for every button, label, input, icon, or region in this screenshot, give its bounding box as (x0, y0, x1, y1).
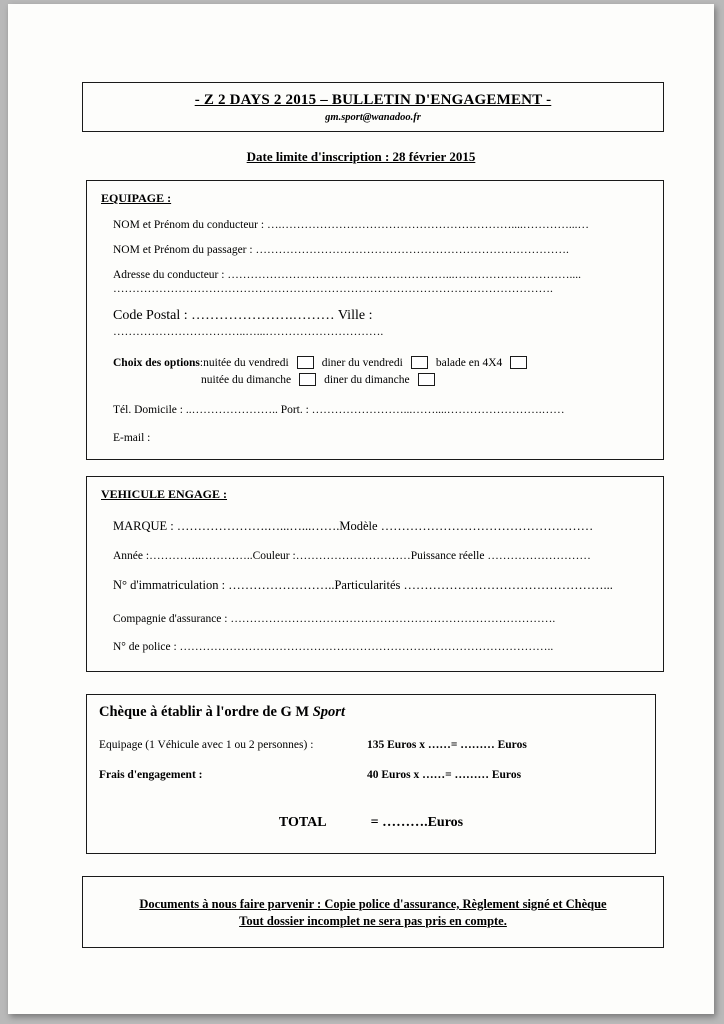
page-title: - Z 2 DAYS 2 2015 – BULLETIN D'ENGAGEMENT - (194, 92, 552, 108)
option-label-friday-dinner: diner du vendredi (321, 356, 403, 369)
email-field[interactable]: E-mail : (113, 432, 151, 444)
option-checkbox-sunday-dinner[interactable] (418, 373, 435, 386)
vehicle-brand-model-field[interactable]: MARQUE : ………………….…...…...…….Modèle …………………………………………… (113, 519, 594, 533)
fee-row-crew (99, 739, 655, 751)
document-page (8, 4, 714, 1014)
postal-code-city-field[interactable]: Code Postal : ………………….……… Ville : (113, 308, 373, 323)
crew-section (86, 180, 664, 460)
phone-field[interactable]: Tél. Domicile : ..………………….. Port. : ……………………...……....…………………….…… (113, 404, 565, 416)
passenger-name-field[interactable]: NOM et Prénom du passager : ………………………………………………………………………. (113, 244, 569, 256)
options-label: Choix des options (113, 356, 200, 369)
driver-address-field-line2[interactable]: ……………………………………………………………………………………………………. (113, 283, 553, 295)
cheque-order-brand: Sport (312, 704, 345, 720)
city-field-line2[interactable]: ……………………………..…...…………………………. (113, 326, 384, 338)
footer-notice (82, 876, 664, 948)
total-row (87, 815, 655, 831)
option-checkbox-friday-dinner[interactable] (411, 356, 428, 369)
fee-label-entry (99, 769, 367, 781)
contact-email: gm.sport@wanadoo.fr (325, 112, 421, 123)
cheque-order-title (99, 704, 655, 721)
policy-number-field[interactable]: N° de police : …………………………………………………………………………………….. (113, 641, 554, 653)
insurance-company-field[interactable]: Compagnie d'assurance : …………………………………………………………………………. (113, 613, 556, 625)
crew-section-title: EQUIPAGE : (101, 191, 172, 205)
fee-amount-crew[interactable]: 135 Euros x ……= ……… Euros (367, 739, 527, 751)
total-label: TOTAL (278, 815, 327, 830)
options-group (113, 354, 663, 388)
vehicle-section-title: VEHICULE ENGAGE : (101, 487, 228, 501)
option-checkbox-4x4-ride[interactable] (510, 356, 527, 369)
footer-notice-line1: Documents à nous faire parvenir : Copie police d'assurance, Règlement signé et Chèque (139, 897, 607, 911)
fee-label-crew: Equipage (1 Véhicule avec 1 ou 2 personnes) : (99, 739, 314, 751)
title-box (82, 82, 664, 132)
fee-label-entry-text: Frais d'engagement : (99, 769, 203, 781)
vehicle-year-color-power-field[interactable]: Année :…………..…………..Couleur :…………………………Puissance réelle ……………………… (113, 550, 591, 562)
options-separator: : (199, 356, 204, 369)
option-label-sunday-night: nuitée du dimanche (201, 373, 292, 386)
form-sheet (8, 4, 714, 1014)
vehicle-section (86, 476, 664, 672)
registration-deadline: Date limite d'inscription : 28 février 2015 (246, 149, 476, 164)
option-label-friday-night: nuitée du vendredi (203, 356, 289, 369)
driver-address-field[interactable]: Adresse du conducteur : …………………………………………………...………………………….... (113, 269, 581, 281)
fee-amount-entry[interactable]: 40 Euros x ……= ……… Euros (367, 769, 522, 781)
total-value[interactable]: = ……….Euros (370, 815, 464, 830)
option-checkbox-sunday-night[interactable] (299, 373, 316, 386)
vehicle-registration-field[interactable]: N° d'immatriculation : ……………………..Particularités …………………………………………... (113, 578, 613, 592)
footer-notice-line2: Tout dossier incomplet ne sera pas pris en compte. (239, 914, 507, 928)
driver-name-field[interactable]: NOM et Prénom du conducteur : ….……………………………………………………....…………...… (113, 219, 589, 231)
option-checkbox-friday-night[interactable] (297, 356, 314, 369)
cheque-order-text: Chèque à établir à l'ordre de G M (99, 704, 313, 720)
payment-section (86, 694, 656, 854)
option-label-4x4-ride: balade en 4X4 (435, 356, 503, 369)
option-label-sunday-dinner: diner du dimanche (324, 373, 410, 386)
fee-row-entry (99, 769, 655, 781)
